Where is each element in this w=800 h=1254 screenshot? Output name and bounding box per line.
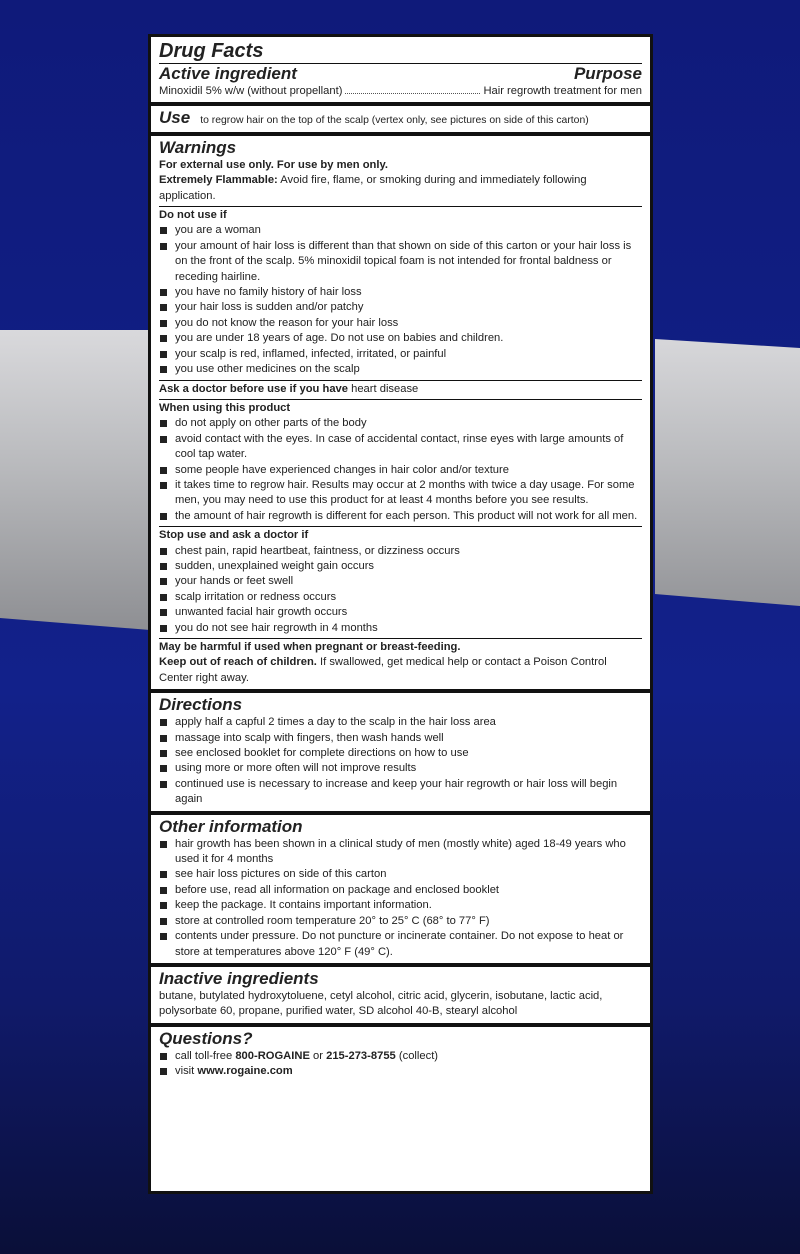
list-item: you use other medicines on the scalp	[159, 362, 642, 377]
active-ingredient-row	[159, 84, 642, 99]
keep-out-label: Keep out of reach of children.	[159, 656, 317, 669]
drug-facts-header-section	[151, 37, 650, 106]
list-item: chest pain, rapid heartbeat, faintness, or dizziness occurs	[159, 544, 642, 559]
pregnancy-warning: May be harmful if used when pregnant or breast-feeding.	[159, 641, 461, 653]
list-item: your hair loss is sudden and/or patchy	[159, 300, 642, 315]
warnings-heading: Warnings	[159, 137, 237, 157]
active-ingredient-text: Minoxidil 5% w/w (without propellant)	[159, 85, 343, 97]
keep-out-warning	[159, 655, 642, 686]
list-item: continued use is necessary to increase and keep your hair regrowth or hair loss will begin again	[159, 777, 642, 808]
or-text: or	[313, 1049, 323, 1062]
stop-use-block	[159, 526, 642, 636]
list-item: see enclosed booklet for complete directions on how to use	[159, 746, 642, 761]
when-using-heading: When using this product	[159, 401, 291, 414]
list-item: keep the package. It contains important information.	[159, 898, 642, 913]
list-item: it takes time to regrow hair. Results may occur at 2 months with twice a day usage. For some men, you may need to use this product for at least 4 months before you see results.	[159, 478, 642, 509]
warnings-section	[151, 136, 650, 693]
list-item: sudden, unexplained weight gain occurs	[159, 559, 642, 574]
directions-section	[151, 693, 650, 814]
active-ingredient-heading: Active ingredient	[159, 64, 297, 83]
list-item: your amount of hair loss is different than that shown on side of this carton or your hair loss is on the front of the scalp. 5% minoxidil topical foam is not intended for frontal baldness or receding hairline.	[159, 239, 642, 285]
stop-use-heading: Stop use and ask a doctor if	[159, 529, 309, 542]
phone-number-secondary[interactable]: 215-273-8755	[326, 1049, 396, 1062]
use-line	[159, 108, 642, 128]
do-not-use-list	[159, 223, 642, 377]
list-item: you do not see hair regrowth in 4 months	[159, 621, 642, 636]
directions-heading: Directions	[159, 695, 243, 715]
when-using-list	[159, 416, 642, 524]
use-heading: Use	[159, 108, 191, 128]
do-not-use-heading: Do not use if	[159, 209, 227, 222]
call-line	[159, 1049, 642, 1064]
other-information-section	[151, 815, 650, 967]
list-item: you have no family history of hair loss	[159, 285, 642, 300]
ask-doctor-text: heart disease	[351, 382, 419, 395]
list-item: your scalp is red, inflamed, infected, irritated, or painful	[159, 347, 642, 362]
list-item: the amount of hair regrowth is different for each person. This product will not work for all men.	[159, 509, 642, 524]
visit-prefix: visit	[175, 1065, 195, 1078]
keep-out-text: If swallowed, get medical help or contact a Poison Control Center right away.	[159, 656, 607, 684]
ask-doctor-block	[159, 380, 642, 397]
list-item: store at controlled room temperature 20° to 25° C (68° to 77° F)	[159, 914, 642, 929]
pregnancy-children-block	[159, 638, 642, 686]
list-item: hair growth has been shown in a clinical study of men (mostly white) aged 18-49 years who used it for 4 months	[159, 837, 642, 868]
list-item: see hair loss pictures on side of this carton	[159, 867, 642, 882]
ask-doctor-label: Ask a doctor before use if you have	[159, 382, 348, 395]
website-link[interactable]: www.rogaine.com	[197, 1065, 293, 1078]
list-item: apply half a capful 2 times a day to the scalp in the hair loss area	[159, 715, 642, 730]
call-prefix: call toll-free	[175, 1049, 233, 1062]
purpose-text: Hair regrowth treatment for men	[483, 85, 642, 97]
external-use-text: For external use only. For use by men only.	[159, 158, 388, 171]
active-heading-row	[159, 64, 642, 84]
visit-line	[159, 1064, 642, 1079]
phone-number-primary[interactable]: 800-ROGAINE	[235, 1049, 310, 1062]
list-item: do not apply on other parts of the body	[159, 416, 642, 431]
list-item: you do not know the reason for your hair loss	[159, 316, 642, 331]
drug-facts-panel	[148, 34, 653, 1194]
questions-heading: Questions?	[159, 1028, 253, 1048]
list-item: contents under pressure. Do not puncture or incinerate container. Do not expose to heat or store at temperatures above 120° F (49° C).	[159, 929, 642, 960]
other-information-list	[159, 837, 642, 960]
list-item: your hands or feet swell	[159, 574, 642, 589]
inactive-ingredients-text: butane, butylated hydroxytoluene, cetyl alcohol, citric acid, glycerin, isobutane, lactic acid, polysorbate 60, propane, purified water, SD alcohol 40-B, stearyl alcohol	[159, 989, 603, 1018]
list-item: scalp irritation or redness occurs	[159, 590, 642, 605]
list-item: unwanted facial hair growth occurs	[159, 605, 642, 620]
dot-leader	[345, 93, 480, 94]
inactive-ingredients-section	[151, 967, 650, 1027]
list-item: you are a woman	[159, 223, 642, 238]
inactive-ingredients-heading: Inactive ingredients	[159, 968, 319, 988]
list-item: using more or more often will not improve results	[159, 761, 642, 776]
purpose-heading: Purpose	[573, 64, 642, 83]
flammable-label: Extremely Flammable:	[159, 174, 278, 187]
list-item: avoid contact with the eyes. In case of accidental contact, rinse eyes with large amounts of cool tap water.	[159, 432, 642, 463]
questions-section	[151, 1027, 650, 1083]
list-item: you are under 18 years of age. Do not use on babies and children.	[159, 331, 642, 346]
drug-facts-title: Drug Facts	[159, 39, 642, 64]
when-using-block	[159, 399, 642, 524]
use-text: to regrow hair on the top of the scalp (vertex only, see pictures on side of this carton)	[200, 115, 589, 127]
stop-use-list	[159, 544, 642, 636]
directions-list	[159, 715, 642, 807]
flammable-text: Avoid fire, flame, or smoking during and immediately following application.	[159, 174, 587, 202]
other-information-heading: Other information	[159, 816, 303, 836]
flammable-warning	[159, 173, 642, 204]
list-item: some people have experienced changes in hair color and/or texture	[159, 463, 642, 478]
use-section	[151, 106, 650, 135]
questions-list	[159, 1049, 642, 1080]
list-item: massage into scalp with fingers, then wash hands well	[159, 731, 642, 746]
collect-text: (collect)	[398, 1049, 439, 1062]
do-not-use-block	[159, 206, 642, 377]
list-item: before use, read all information on package and enclosed booklet	[159, 883, 642, 898]
